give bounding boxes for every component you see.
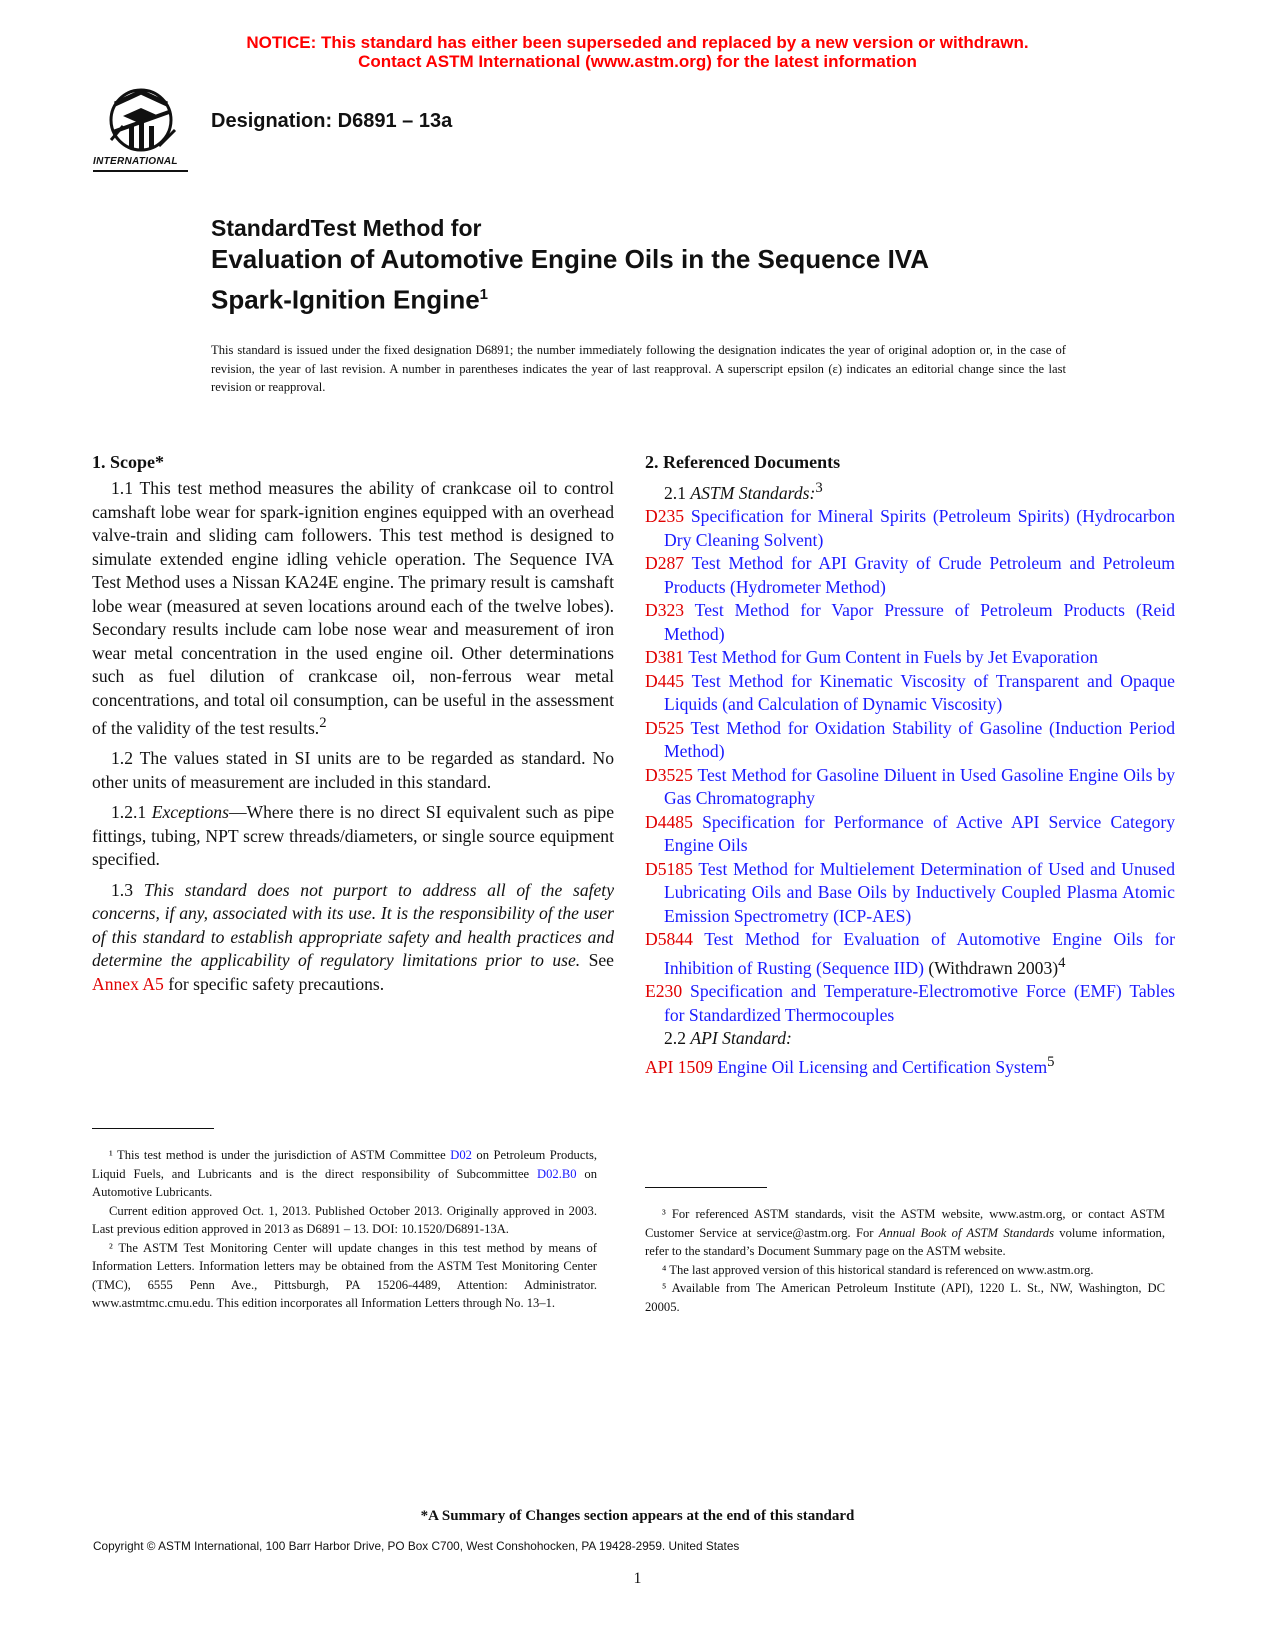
title-line-1: Evaluation of Automotive Engine Oils in the Sequence IVA [211,244,929,274]
api-standard-number: 2.2 [664,1028,691,1049]
reference-item-d235[interactable] [645,505,1175,552]
reference-code[interactable]: D525 [645,717,685,738]
footnote-3-text-a: ³ For referenced ASTM standards, visit the ASTM website, www.astm.org, or contact ASTM Customer Service at service@astm.org. For [645,1207,1165,1240]
reference-code[interactable]: D4485 [645,811,693,832]
reference-item-d323[interactable] [645,599,1175,646]
scope-heading: 1. Scope* [92,452,164,472]
document-title [211,214,1111,318]
reference-item-api-1509[interactable] [645,1051,1175,1079]
scope-1-2-1-number: 1.2.1 [111,802,152,823]
reference-item-d525[interactable] [645,717,1175,764]
reference-code[interactable]: D381 [645,647,685,668]
reference-title[interactable]: Specification for Performance of Active API Service Category Engine Oils [664,811,1175,856]
footnote-1 [92,1146,597,1202]
reference-code[interactable]: D235 [645,506,685,527]
reference-title[interactable]: Test Method for Gum Content in Fuels by Jet Evaporation [684,647,1098,668]
reference-code[interactable]: D5844 [645,929,693,950]
footnote-1-text-a: ¹ This test method is under the jurisdiction of ASTM Committee [109,1148,451,1162]
footnote-1-text-c: on Automotive Lubricants. [92,1166,598,1199]
scope-1-3-emphasis: This standard does not purport to address all of the safety concerns, if any, associated with its use. It is the responsibility of the user of this standard to establish appropriate safety and health practices and determine the applicability of regulatory limitations prior to use. [92,879,615,971]
scope-1-3-end: for specific safety precautions. [163,973,385,994]
notice-line-2: Contact ASTM International (www.astm.org) for the latest information [358,52,917,71]
reference-title[interactable]: Engine Oil Licensing and Certification System [712,1056,1048,1077]
reference-code[interactable]: API 1509 [645,1056,713,1077]
scope-1-1 [92,477,614,740]
logo-underline [93,170,188,172]
title-prefix: StandardTest Method for [211,215,482,241]
logo-text: INTERNATIONAL [93,156,178,167]
annex-a5-link[interactable]: Annex A5 [92,973,164,994]
reference-item-d5185[interactable] [645,858,1175,929]
reference-item-e230[interactable] [645,980,1175,1027]
astm-standards-footnote-ref[interactable]: 3 [815,480,823,496]
title-line-2 [211,277,1111,318]
scope-1-3 [92,879,614,997]
reference-item-d445[interactable] [645,670,1175,717]
designation: Designation: D6891 – 13a [211,110,453,132]
reference-title[interactable]: Test Method for Multielement Determination of Used and Unused Lubricating Oils and Base Oils by Inductively Coupled Plasma Atomic Emission Spectrometry (ICP-AES) [664,858,1175,926]
reference-title[interactable]: Test Method for Gasoline Diluent in Used Gasoline Engine Oils by Gas Chromatography [664,764,1175,809]
referenced-documents-section [645,450,1175,1079]
committee-d02-link[interactable]: D02 [450,1148,472,1162]
title-line-2-text: Spark-Ignition Engine [211,284,480,315]
footnote-3 [645,1205,1165,1261]
copyright: Copyright © ASTM International, 100 Barr Harbor Drive, PO Box C700, West Conshohocken, PA 19428-2959. United States [93,1539,740,1553]
notice-banner [0,33,1275,71]
scope-1-1-text: 1.1 This test method measures the ability of crankcase oil to control camshaft lobe wear for spark-ignition engines equipped with an overhead valve-train and sliding cam followers. This test method is designed to simulate extended engine idling vehicle operation. The Sequence IVA Test Method uses a Nissan KA24E engine. The primary result is camshaft lobe wear (measured at seven locations around each of the twelve lobes). Secondary results include cam lobe nose wear and measurement of iron wear metal concentration in the used engine oil. Other determinations such as fuel dilution of crankcase oil, non-ferrous wear metal concentrations, and total oil consumption, can be useful in the assessment of the validity of the test results. [92,478,614,738]
footnote-3-emphasis: Annual Book of ASTM Standards [878,1225,1054,1240]
footnote-1-current-edition: Current edition approved Oct. 1, 2013. Published October 2013. Originally approved in 2003. Last previous edition approved in 2013 as D6891 – 13. DOI: 10.1520/D6891-13A. [92,1203,597,1236]
astm-standards-text: ASTM Standards: [690,482,816,503]
api-standard-label [645,1027,1175,1051]
scope-1-2: 1.2 The values stated in SI units are to be regarded as standard. No other units of measurement are included in this standard. [92,748,614,792]
reference-withdrawn-note: (Withdrawn 2003) [923,957,1059,978]
reference-title[interactable]: Test Method for Oxidation Stability of Gasoline (Induction Period Method) [664,717,1175,762]
reference-code[interactable]: E230 [645,981,683,1002]
title-footnote-ref[interactable]: 1 [479,286,489,303]
scope-1-1-footnote-ref[interactable]: 2 [319,715,327,731]
reference-code[interactable]: D5185 [645,858,693,879]
reference-title[interactable]: Specification and Temperature-Electromotive Force (EMF) Tables for Standardized Thermocouples [664,981,1175,1025]
reference-title[interactable]: Test Method for API Gravity of Crude Petroleum and Petroleum Products (Hydrometer Method) [664,553,1175,597]
scope-1-2-1-emphasis: Exceptions [151,802,229,823]
reference-title[interactable]: Test Method for Vapor Pressure of Petroleum Products (Reid Method) [664,600,1175,644]
api-standard-text: API Standard: [690,1028,792,1049]
reference-item-d5844[interactable] [645,928,1175,980]
scope-section [92,450,614,1003]
refs-heading: 2. Referenced Documents [645,452,841,472]
footnote-5: ⁵ Available from The American Petroleum Institute (API), 1220 L. St., NW, Washington, DC 20005. [645,1281,1165,1314]
reference-item-d381[interactable] [645,646,1175,670]
scope-1-2-1-text: —Where there is no direct SI equivalent such as pipe fittings, tubing, NPT screw threads/diameters, or single source equipment specified. [92,802,615,870]
page-number: 1 [633,1570,642,1587]
reference-title[interactable]: Test Method for Evaluation of Automotive Engine Oils for Inhibition of Rusting (Sequence IID) [664,929,1175,978]
footnote-4: ⁴ The last approved version of this historical standard is referenced on www.astm.org. [662,1262,1094,1277]
astm-standards-label [645,477,1175,505]
reference-footnote-ref[interactable]: 5 [1047,1053,1055,1070]
footnote-rule-left [92,1128,214,1129]
footnotes-left [92,1128,597,1313]
astm-standards-number: 2.1 [664,482,691,503]
reference-code[interactable]: D445 [645,670,685,691]
reference-code[interactable]: D287 [645,553,685,574]
footnote-3-text-b: volume information, refer to the standard’s Document Summary page on the ASTM website. [645,1225,1165,1258]
footnote-2: ² The ASTM Test Monitoring Center will update changes in this test method by means of Information Letters. Information letters may be obtained from the ASTM Test Monitoring Center (TMC), 6555 Penn Ave., Pittsburgh, PA 15206-4489, Attention: Administrator. www.astmtmc.cmu.edu. This edition incorporates all Information Letters through No. 13–1. [92,1240,597,1310]
reference-title[interactable]: Specification for Mineral Spirits (Petroleum Spirits) (Hydrocarbon Dry Cleaning Solvent) [664,506,1175,550]
reference-footnote-ref[interactable]: 4 [1058,954,1066,971]
reference-item-d4485[interactable] [645,811,1175,858]
subcommittee-d02-b0-link[interactable]: D02.B0 [537,1166,577,1181]
footnotes-right [645,1187,1165,1316]
footnote-rule-right [645,1187,767,1188]
scope-1-2-1 [92,801,614,872]
reference-title[interactable]: Test Method for Kinematic Viscosity of Transparent and Opaque Liquids (and Calculation of Dynamic Viscosity) [664,670,1175,715]
astm-logo [93,86,193,176]
scope-1-3-see: See [580,950,614,971]
notice-line-1: NOTICE: This standard has either been superseded and replaced by a new version or withdrawn. [246,33,1029,52]
reference-code[interactable]: D3525 [645,764,693,785]
astm-reference-list [645,505,1175,1027]
reference-item-d3525[interactable] [645,764,1175,811]
reference-item-d287[interactable] [645,552,1175,599]
scope-1-3-number: 1.3 [111,879,144,900]
footnote-1-text-b: on Petroleum Products, Liquid Fuels, and Lubricants and is the direct responsibility of Subcommittee [92,1148,597,1181]
summary-of-changes-note: *A Summary of Changes section appears at the end of this standard [420,1508,855,1524]
issue-note: This standard is issued under the fixed designation D6891; the number immediately following the designation indicates the year of original adoption or, in the case of revision, the year of last revision. A number in parentheses indicates the year of last reapproval. A superscript epsilon (ε) indicates an editorial change since the last revision or reapproval. [211,343,1066,394]
reference-code[interactable]: D323 [645,600,685,621]
